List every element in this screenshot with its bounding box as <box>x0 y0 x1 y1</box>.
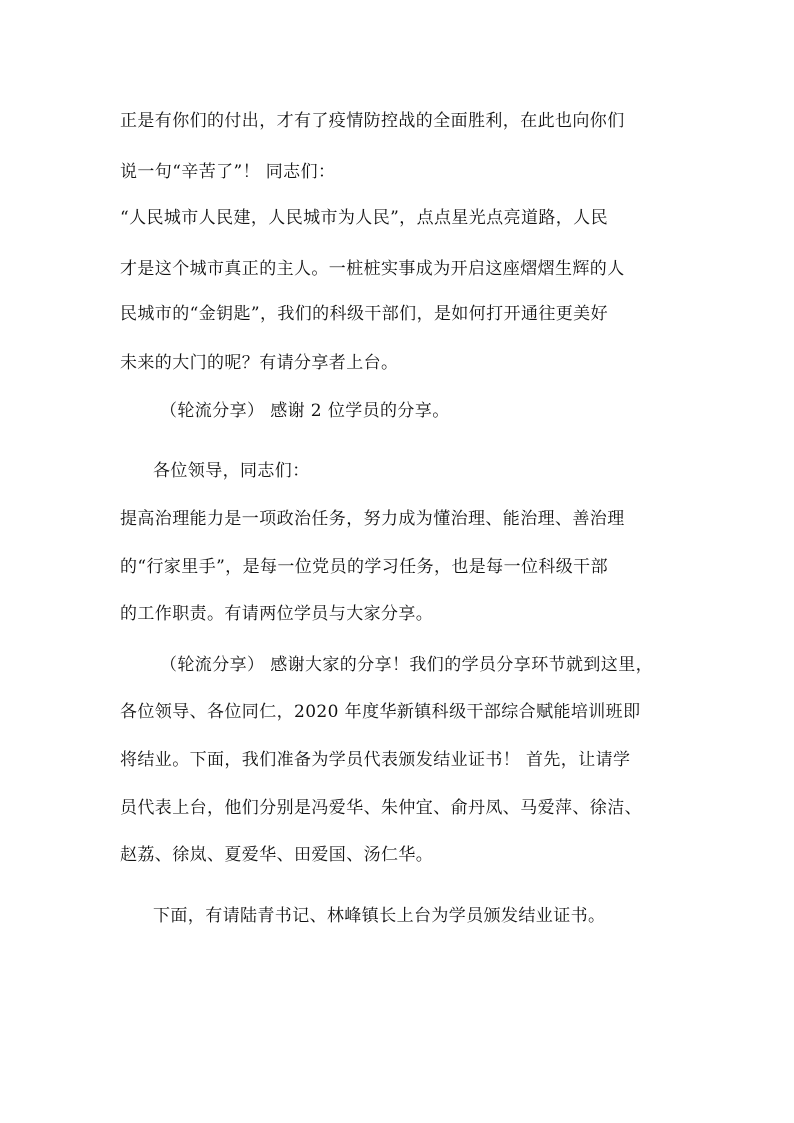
paragraph-line-10: 的“行家里手”，是每一位党员的学习任务，也是每一位科级干部 <box>120 557 608 577</box>
paragraph-line-9: 提高治理能力是一项政治任务，努力成为懂治理、能治理、善治理 <box>120 509 625 529</box>
paragraph-line-8: 各位领导，同志们： <box>153 461 310 481</box>
paragraph-line-16: 赵荔、徐岚、夏爱华、田爱国、汤仁华。 <box>120 845 434 865</box>
paragraph-line-3: “人民城市人民建，人民城市为人民”，点点星光点亮道路，人民 <box>120 208 608 228</box>
paragraph-line-7: （轮流分享） 感谢 2 位学员的分享。 <box>160 401 450 421</box>
paragraph-line-15: 员代表上台，他们分别是冯爱华、朱仲宜、俞丹凤、马爱萍、徐洁、 <box>120 798 642 818</box>
paragraph-line-12: （轮流分享） 感谢大家的分享！我们的学员分享环节就到这里， <box>160 655 654 675</box>
paragraph-line-1: 正是有你们的付出，才有了疫情防控战的全面胜利，在此也向你们 <box>120 111 625 131</box>
paragraph-line-6: 未来的大门的呢？有请分享者上台。 <box>120 353 399 373</box>
paragraph-line-13: 各位领导、各位同仁，2020 年度华新镇科级干部综合赋能培训班即 <box>120 702 641 722</box>
paragraph-line-5: 民城市的“金钥匙”，我们的科级干部们，是如何打开通往更美好 <box>120 304 608 324</box>
paragraph-line-11: 的工作职责。有请两位学员与大家分享。 <box>120 604 434 624</box>
paragraph-line-4: 才是这个城市真正的主人。一桩桩实事成为开启这座熠熠生辉的人 <box>120 259 625 279</box>
paragraph-line-2: 说一句“辛苦了”！ 同志们： <box>120 162 336 182</box>
paragraph-line-17: 下面，有请陆青书记、林峰镇长上台为学员颁发结业证书。 <box>153 906 606 926</box>
paragraph-line-14: 将结业。下面，我们准备为学员代表颁发结业证书！ 首先，让请学 <box>120 750 631 770</box>
